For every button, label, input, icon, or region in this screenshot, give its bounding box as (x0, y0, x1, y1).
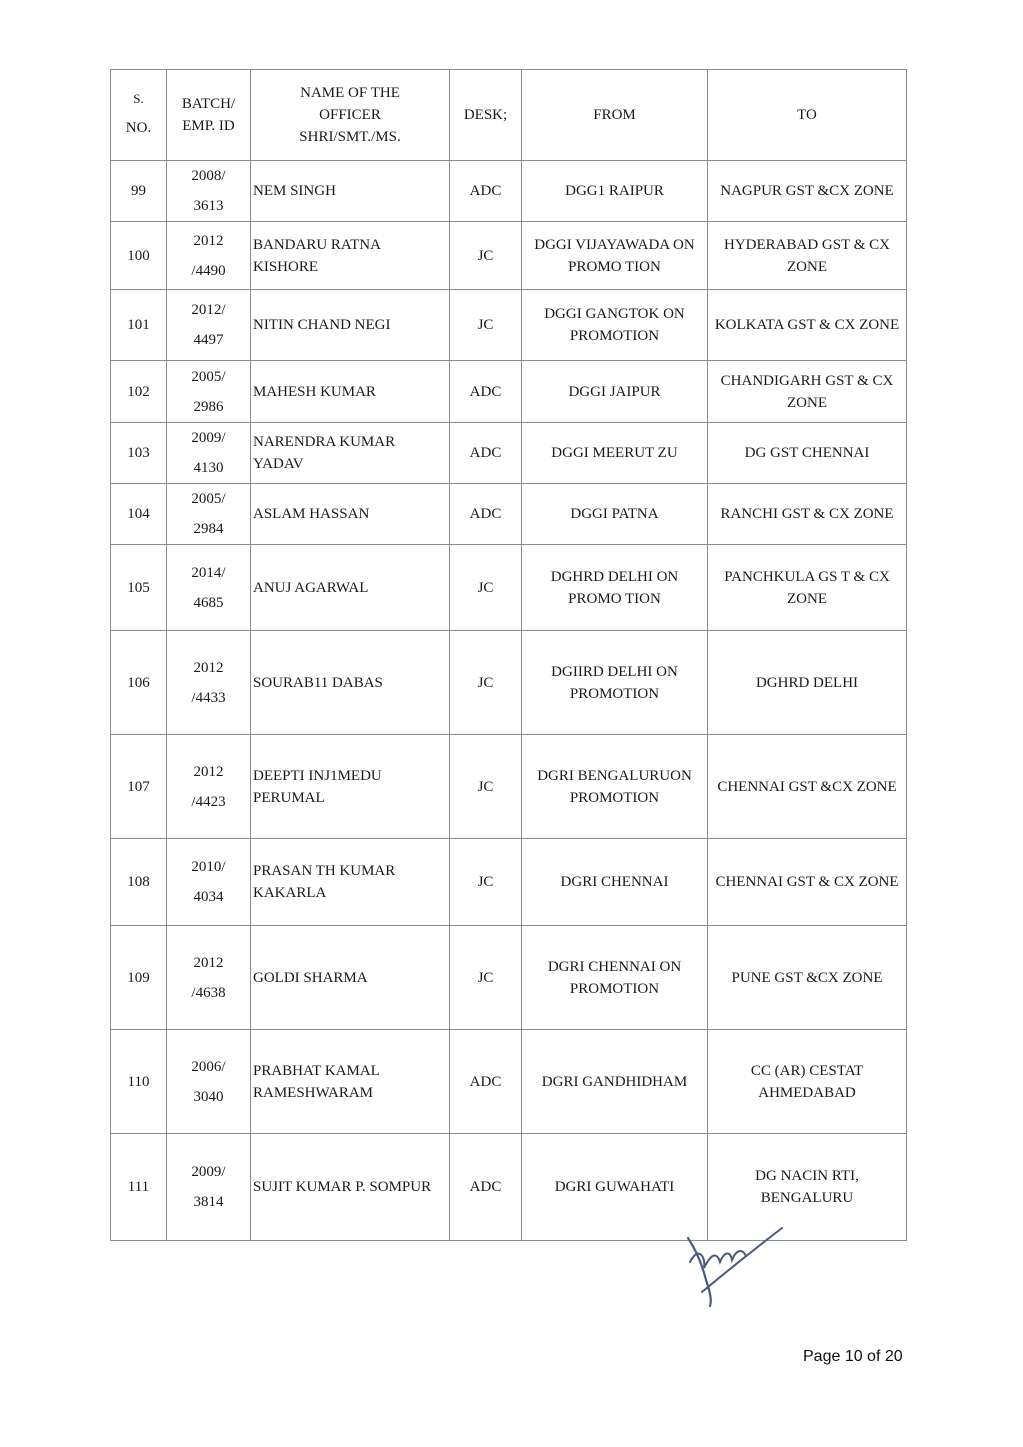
officer-name-cell: NEM SINGH (251, 161, 450, 222)
desk-cell: ADC (450, 1030, 522, 1134)
to-cell: KOLKATA GST & CX ZONE (708, 290, 907, 361)
to-cell: HYDERABAD GST & CX ZONE (708, 222, 907, 290)
table-row (111, 545, 907, 631)
handwritten-signature (676, 1220, 786, 1312)
to-cell: DG NACIN RTI, BENGALURU (708, 1134, 907, 1241)
batch-cell (167, 839, 251, 926)
from-cell: DGGI JAIPUR (522, 361, 708, 423)
from-cell: DGIIRD DELHI ON PROMOTION (522, 631, 708, 735)
sno-cell: 99 (111, 161, 167, 222)
batch-line: 2012 (193, 954, 224, 971)
officer-name-cell: PRASAN TH KUMAR KAKARLA (251, 839, 450, 926)
sno-cell: 109 (111, 926, 167, 1030)
table-row (111, 484, 907, 545)
officer-name-cell: GOLDI SHARMA (251, 926, 450, 1030)
batch-line: 2986 (193, 398, 224, 415)
batch-line: 4685 (193, 594, 224, 611)
header-desk: DESK; (450, 70, 522, 161)
to-cell: CHENNAI GST &CX ZONE (708, 735, 907, 839)
table-row (111, 631, 907, 735)
from-cell: DGRI BENGALURUON PROMOTION (522, 735, 708, 839)
to-cell: DGHRD DELHI (708, 631, 907, 735)
header-sno-line1: S. (133, 91, 144, 106)
batch-line: 3814 (193, 1194, 224, 1210)
batch-line: 2006/ (191, 1058, 226, 1075)
batch-line: 4130 (193, 460, 224, 476)
officer-name-cell: ASLAM HASSAN (251, 484, 450, 545)
to-cell: CHENNAI GST & CX ZONE (708, 839, 907, 926)
officer-name-cell: MAHESH KUMAR (251, 361, 450, 423)
batch-cell (167, 631, 251, 735)
desk-cell: JC (450, 222, 522, 290)
batch-line: 2009/ (191, 430, 226, 446)
table-row (111, 423, 907, 484)
batch-line: 2984 (193, 521, 224, 537)
header-name (251, 70, 450, 161)
desk-cell: JC (450, 545, 522, 631)
batch-cell (167, 1030, 251, 1134)
table-row (111, 839, 907, 926)
table-row (111, 161, 907, 222)
table-row (111, 1134, 907, 1241)
header-from: FROM (522, 70, 708, 161)
header-name-line3: SHRI/SMT./MS. (299, 129, 401, 145)
batch-line: 2012 (193, 659, 224, 676)
batch-line: 3040 (193, 1088, 224, 1105)
batch-line: 2014/ (191, 564, 226, 581)
from-cell: DGRI CHENNAI ON PROMOTION (522, 926, 708, 1030)
sno-cell: 105 (111, 545, 167, 631)
from-cell: DGRI GANDHIDHAM (522, 1030, 708, 1134)
sno-cell: 110 (111, 1030, 167, 1134)
batch-cell (167, 735, 251, 839)
batch-line: 2012 (193, 232, 224, 249)
sno-cell: 103 (111, 423, 167, 484)
header-name-line2: OFFICER (319, 107, 381, 123)
batch-line: /4433 (191, 689, 226, 706)
from-cell: DGRI GUWAHATI (522, 1134, 708, 1241)
batch-line: 4497 (193, 332, 224, 348)
to-cell: PANCHKULA GS T & CX ZONE (708, 545, 907, 631)
officer-name-cell: SUJIT KUMAR P. SOMPUR (251, 1134, 450, 1241)
to-cell: CC (AR) CESTAT AHMEDABAD (708, 1030, 907, 1134)
desk-cell: JC (450, 735, 522, 839)
sno-cell: 100 (111, 222, 167, 290)
batch-line: /4423 (191, 793, 226, 810)
batch-line: /4638 (191, 984, 226, 1001)
desk-cell: ADC (450, 361, 522, 423)
batch-cell (167, 545, 251, 631)
from-cell: DGRI CHENNAI (522, 839, 708, 926)
batch-line: 2010/ (191, 859, 226, 875)
table-row (111, 222, 907, 290)
batch-line: 2012/ (191, 302, 226, 318)
header-sno (111, 70, 167, 161)
header-batch-line2: EMP. ID (182, 118, 235, 134)
to-cell: PUNE GST &CX ZONE (708, 926, 907, 1030)
batch-line: 2008/ (191, 168, 226, 184)
officer-transfer-table (110, 69, 907, 1241)
from-cell: DGHRD DELHI ON PROMO TION (522, 545, 708, 631)
batch-line: 4034 (193, 889, 224, 905)
header-name-line1: NAME OF THE (300, 85, 400, 101)
sno-cell: 106 (111, 631, 167, 735)
officer-name-cell: BANDARU RATNA KISHORE (251, 222, 450, 290)
batch-cell (167, 423, 251, 484)
batch-line: 3613 (193, 198, 224, 214)
to-cell: CHANDIGARH GST & CX ZONE (708, 361, 907, 423)
batch-cell (167, 222, 251, 290)
table-row (111, 361, 907, 423)
from-cell: DGGI MEERUT ZU (522, 423, 708, 484)
officer-name-cell: PRABHAT KAMAL RAMESHWARAM (251, 1030, 450, 1134)
desk-cell: JC (450, 839, 522, 926)
batch-cell (167, 290, 251, 361)
sno-cell: 108 (111, 839, 167, 926)
officer-name-cell: NITIN CHAND NEGI (251, 290, 450, 361)
batch-line: 2005/ (191, 491, 226, 507)
batch-cell (167, 484, 251, 545)
table-row (111, 290, 907, 361)
sno-cell: 101 (111, 290, 167, 361)
from-cell: DGGI VIJAYAWADA ON PROMO TION (522, 222, 708, 290)
desk-cell: JC (450, 290, 522, 361)
desk-cell: ADC (450, 423, 522, 484)
batch-line: /4490 (191, 262, 226, 279)
header-batch-line1: BATCH/ (181, 96, 236, 112)
sno-cell: 111 (111, 1134, 167, 1241)
desk-cell: JC (450, 926, 522, 1030)
to-cell: RANCHI GST & CX ZONE (708, 484, 907, 545)
batch-cell (167, 361, 251, 423)
batch-cell (167, 1134, 251, 1241)
desk-cell: ADC (450, 1134, 522, 1241)
to-cell: DG GST CHENNAI (708, 423, 907, 484)
table-header-row (111, 70, 907, 161)
header-batch (167, 70, 251, 161)
desk-cell: ADC (450, 484, 522, 545)
sno-cell: 102 (111, 361, 167, 423)
desk-cell: ADC (450, 161, 522, 222)
sno-cell: 104 (111, 484, 167, 545)
desk-cell: JC (450, 631, 522, 735)
officer-name-cell: SOURAB11 DABAS (251, 631, 450, 735)
to-cell: NAGPUR GST &CX ZONE (708, 161, 907, 222)
batch-cell (167, 161, 251, 222)
page-number: Page 10 of 20 (803, 1348, 903, 1365)
table-row (111, 735, 907, 839)
batch-cell (167, 926, 251, 1030)
header-to: TO (708, 70, 907, 161)
sno-cell: 107 (111, 735, 167, 839)
batch-line: 2009/ (191, 1164, 226, 1180)
batch-line: 2005/ (191, 368, 226, 385)
officer-name-cell: ANUJ AGARWAL (251, 545, 450, 631)
officer-name-cell: NARENDRA KUMAR YADAV (251, 423, 450, 484)
from-cell: DGGI PATNA (522, 484, 708, 545)
header-sno-line2: NO. (125, 120, 152, 136)
table-row (111, 926, 907, 1030)
batch-line: 2012 (193, 763, 224, 780)
from-cell: DGGI GANGTOK ON PROMOTION (522, 290, 708, 361)
table-row (111, 1030, 907, 1134)
officer-name-cell: DEEPTI INJ1MEDU PERUMAL (251, 735, 450, 839)
from-cell: DGG1 RAIPUR (522, 161, 708, 222)
